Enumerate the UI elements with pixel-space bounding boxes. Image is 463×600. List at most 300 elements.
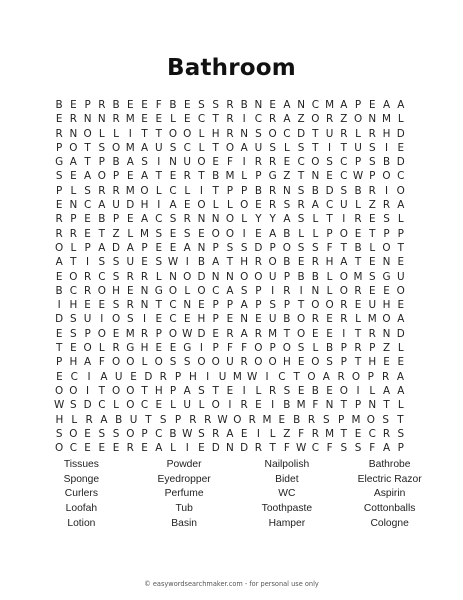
grid-letter: S — [169, 141, 177, 154]
grid-letter: E — [255, 399, 262, 412]
grid-letter: S — [283, 384, 291, 397]
grid-letter: A — [140, 213, 149, 226]
grid-letter: Z — [283, 427, 291, 440]
grid-row — [52, 198, 408, 212]
grid-letter: H — [240, 256, 249, 269]
grid-letter: O — [69, 270, 78, 283]
grid-letter: O — [111, 384, 121, 397]
grid-letter: I — [157, 156, 161, 169]
grid-letter: E — [326, 327, 333, 340]
grid-letter: H — [55, 413, 64, 426]
grid-letter: E — [127, 170, 134, 183]
grid-letter: A — [98, 241, 106, 254]
grid-letter: R — [183, 170, 191, 183]
grid-letter: N — [169, 270, 177, 283]
grid-letter: O — [233, 413, 242, 426]
grid-letter: D — [144, 370, 153, 383]
grid-letter: S — [98, 141, 106, 154]
grid-letter: D — [396, 156, 405, 169]
grid-letter: R — [240, 399, 248, 412]
grid-letter: R — [83, 270, 92, 283]
grid-letter: C — [98, 270, 106, 283]
grid-letter: I — [256, 427, 260, 440]
grid-letter: E — [55, 113, 63, 126]
grid-letter: R — [226, 127, 234, 140]
grid-letter: E — [354, 299, 362, 312]
grid-letter: R — [269, 384, 277, 397]
grid-letter: E — [55, 270, 63, 283]
grid-letter: H — [382, 127, 391, 140]
grid-letter: N — [169, 156, 177, 169]
grid-letter: C — [212, 284, 220, 297]
grid-letter: O — [353, 113, 363, 126]
grid-letter: A — [183, 384, 191, 397]
grid-letter: R — [254, 256, 263, 269]
grid-letter: D — [396, 327, 405, 340]
grid-letter: S — [212, 99, 219, 111]
grid-letter: E — [84, 299, 91, 312]
grid-letter: E — [141, 442, 148, 455]
grid-letter: I — [128, 127, 132, 140]
grid-letter: T — [354, 356, 362, 369]
grid-letter: S — [354, 442, 362, 455]
grid-letter: T — [340, 399, 347, 412]
grid-row — [52, 341, 408, 355]
grid-letter: R — [337, 370, 345, 383]
grid-letter: C — [368, 427, 376, 440]
grid-letter: E — [326, 384, 333, 397]
grid-letter: W — [167, 256, 179, 269]
word-list-item: WC — [278, 488, 296, 500]
grid-letter: O — [351, 370, 361, 383]
grid-letter: A — [240, 327, 248, 340]
grid-row — [52, 327, 408, 341]
grid-letter: I — [242, 384, 246, 397]
grid-letter: F — [326, 241, 333, 254]
grid-letter: O — [311, 156, 320, 169]
grid-letter: B — [354, 184, 362, 197]
grid-letter: L — [312, 213, 319, 226]
grid-letter: L — [127, 227, 134, 240]
grid-letter: C — [169, 313, 177, 326]
grid-letter: B — [354, 241, 362, 254]
grid-letter: U — [354, 141, 362, 154]
grid-letter: O — [307, 370, 316, 383]
grid-letter: D — [240, 442, 249, 455]
grid-letter: O — [111, 141, 121, 154]
grid-letter: U — [154, 141, 163, 154]
grid-letter: M — [262, 413, 272, 426]
grid-letter: M — [351, 413, 361, 426]
grid-letter: P — [269, 241, 276, 254]
grid-letter: L — [184, 184, 191, 197]
grid-letter: M — [296, 399, 306, 412]
grid-letter: Y — [255, 213, 262, 226]
grid-letter: O — [254, 270, 263, 283]
grid-letter: E — [269, 99, 276, 111]
grid-letter: R — [297, 199, 305, 212]
grid-letter: E — [155, 399, 163, 412]
grid-letter: O — [240, 199, 249, 212]
grid-letter: E — [397, 299, 405, 312]
grid-letter: I — [242, 227, 246, 240]
letter-grid — [52, 98, 408, 455]
grid-letter: T — [312, 141, 319, 154]
grid-letter: A — [269, 227, 277, 240]
grid-letter: T — [383, 399, 390, 412]
grid-letter: A — [126, 241, 134, 254]
grid-letter: E — [255, 313, 262, 326]
grid-letter: N — [197, 213, 206, 226]
grid-letter: L — [170, 399, 176, 412]
grid-letter: E — [312, 327, 319, 340]
grid-letter: I — [328, 141, 332, 154]
grid-letter: D — [55, 313, 64, 326]
grid-letter: H — [140, 199, 149, 212]
grid-letter: T — [212, 141, 219, 154]
grid-letter: I — [185, 256, 189, 269]
grid-letter: B — [115, 413, 123, 426]
grid-letter: N — [382, 327, 391, 340]
grid-letter: E — [169, 170, 177, 183]
grid-letter: R — [55, 213, 63, 226]
grid-letter: E — [169, 227, 177, 240]
grid-letter: E — [98, 299, 106, 312]
grid-letter: O — [254, 342, 263, 355]
grid-letter: P — [283, 270, 290, 283]
grid-letter: F — [226, 156, 233, 169]
grid-letter: N — [382, 256, 391, 269]
grid-letter: S — [55, 427, 63, 440]
grid-letter: E — [368, 284, 376, 297]
grid-letter: R — [382, 427, 391, 440]
grid-letter: R — [159, 370, 167, 383]
word-list-item: Electric Razor — [357, 473, 422, 485]
grid-letter: R — [226, 327, 234, 340]
grid-letter: O — [311, 113, 320, 126]
grid-letter: R — [254, 442, 263, 455]
grid-letter: E — [183, 199, 191, 212]
grid-letter: R — [204, 413, 212, 426]
grid-letter: E — [84, 427, 91, 440]
grid-letter: E — [255, 199, 262, 212]
grid-letter: U — [129, 413, 138, 426]
grid-letter: I — [86, 256, 90, 269]
grid-letter: E — [98, 442, 106, 455]
word-list-item: Cottonballs — [363, 503, 416, 515]
grid-letter: P — [70, 213, 77, 226]
grid-letter: T — [70, 256, 77, 269]
grid-letter: N — [69, 199, 78, 212]
grid-letter: O — [197, 284, 206, 297]
grid-letter: T — [155, 170, 162, 183]
grid-row — [52, 312, 408, 326]
grid-letter: E — [55, 327, 63, 340]
grid-letter: O — [126, 384, 135, 397]
grid-letter: O — [97, 327, 106, 340]
grid-letter: B — [283, 313, 291, 326]
grid-letter: P — [269, 342, 276, 355]
grid-letter: O — [396, 184, 405, 197]
grid-letter: S — [169, 213, 177, 226]
grid-letter: E — [127, 99, 134, 111]
grid-letter: L — [355, 199, 361, 212]
grid-letter: N — [311, 284, 320, 297]
grid-letter: C — [311, 442, 319, 455]
grid-letter: R — [248, 413, 256, 426]
grid-letter: R — [354, 213, 362, 226]
grid-letter: A — [183, 241, 191, 254]
grid-letter: C — [325, 199, 334, 212]
grid-letter: M — [125, 141, 135, 154]
grid-letter: T — [55, 342, 63, 355]
grid-letter: R — [240, 356, 248, 369]
grid-row — [52, 398, 408, 412]
grid-letter: B — [311, 184, 319, 197]
grid-letter: C — [70, 370, 78, 383]
grid-row — [52, 255, 408, 269]
grid-letter: S — [226, 241, 234, 254]
grid-letter: E — [283, 156, 291, 169]
grid-letter: L — [397, 399, 404, 412]
grid-letter: O — [83, 127, 92, 140]
grid-letter: D — [126, 199, 135, 212]
grid-letter: D — [211, 442, 220, 455]
grid-letter: S — [198, 427, 205, 440]
grid-letter: P — [255, 284, 262, 297]
grid-letter: O — [339, 270, 348, 283]
grid-letter: O — [240, 270, 249, 283]
grid-letter: R — [254, 156, 263, 169]
grid-row — [52, 241, 408, 255]
grid-letter: P — [155, 327, 162, 340]
grid-letter: C — [297, 156, 305, 169]
grid-letter: A — [212, 256, 220, 269]
grid-letter: U — [218, 370, 227, 383]
grid-letter: E — [112, 327, 120, 340]
grid-letter: P — [283, 299, 290, 312]
grid-letter: W — [182, 327, 193, 340]
word-list-item: Aspirin — [373, 488, 406, 500]
grid-letter: L — [312, 342, 319, 355]
copyright-footer: © easywordsearchmaker.com - for personal use only — [144, 580, 319, 588]
grid-letter: R — [126, 299, 134, 312]
grid-row — [52, 270, 408, 284]
grid-letter: S — [55, 170, 63, 183]
grid-letter: E — [397, 356, 405, 369]
word-list-item: Tissues — [63, 459, 99, 470]
grid-letter: O — [211, 399, 220, 412]
grid-letter: U — [126, 256, 135, 269]
grid-letter: R — [112, 113, 120, 126]
grid-letter: O — [254, 356, 263, 369]
word-list — [30, 458, 441, 530]
grid-letter: E — [155, 342, 163, 355]
grid-letter: E — [297, 384, 305, 397]
grid-letter: A — [55, 256, 63, 269]
grid-letter: R — [340, 299, 348, 312]
grid-letter: A — [126, 156, 134, 169]
grid-letter: R — [307, 413, 316, 426]
grid-letter: A — [396, 370, 405, 383]
grid-letter: L — [255, 384, 262, 397]
grid-letter: E — [169, 241, 177, 254]
grid-letter: S — [84, 184, 91, 197]
grid-letter: N — [226, 270, 234, 283]
grid-letter: P — [84, 327, 91, 340]
grid-letter: W — [53, 399, 65, 412]
grid-letter: R — [269, 184, 277, 197]
grid-letter: T — [340, 141, 347, 154]
grid-letter: Z — [368, 199, 376, 212]
grid-letter: P — [55, 356, 63, 369]
grid-letter: O — [211, 356, 220, 369]
grid-letter: S — [98, 256, 106, 269]
word-list-item: Tub — [175, 503, 193, 515]
grid-letter: O — [268, 127, 277, 140]
grid-letter: E — [155, 313, 163, 326]
grid-letter: O — [183, 127, 192, 140]
grid-letter: R — [311, 256, 319, 269]
grid-letter: S — [70, 313, 77, 326]
grid-letter: F — [369, 442, 376, 455]
grid-letter: C — [155, 213, 163, 226]
grid-letter: T — [98, 384, 105, 397]
grid-letter: U — [226, 356, 234, 369]
grid-letter: O — [225, 227, 235, 240]
grid-letter: L — [397, 213, 404, 226]
grid-letter: B — [197, 256, 206, 269]
grid-letter: L — [369, 241, 376, 254]
grid-letter: S — [112, 427, 120, 440]
grid-letter: T — [354, 327, 362, 340]
grid-letter: S — [297, 213, 305, 226]
grid-letter: E — [383, 284, 390, 297]
grid-letter: T — [297, 170, 305, 183]
grid-letter: L — [397, 342, 404, 355]
grid-letter: E — [183, 99, 191, 111]
grid-letter: P — [226, 299, 234, 312]
grid-letter: O — [111, 313, 121, 326]
grid-letter: S — [323, 413, 330, 426]
grid-letter: D — [297, 127, 306, 140]
grid-letter: T — [226, 256, 234, 269]
grid-letter: M — [325, 99, 335, 111]
grid-letter: T — [141, 384, 148, 397]
grid-letter: Z — [283, 170, 291, 183]
grid-letter: O — [111, 356, 121, 369]
grid-letter: C — [169, 184, 177, 197]
grid-letter: I — [299, 284, 303, 297]
grid-letter: R — [55, 127, 63, 140]
grid-row — [52, 284, 408, 298]
grid-letter: L — [397, 113, 404, 126]
grid-letter: I — [199, 342, 203, 355]
grid-letter: Y — [269, 213, 276, 226]
grid-letter: C — [311, 99, 319, 111]
grid-letter: O — [69, 427, 78, 440]
grid-letter: S — [340, 184, 348, 197]
grid-letter: A — [397, 99, 405, 111]
grid-letter: P — [98, 156, 105, 169]
grid-letter: W — [295, 442, 307, 455]
grid-letter: B — [169, 99, 177, 111]
grid-letter: T — [198, 170, 205, 183]
grid-letter: T — [98, 227, 105, 240]
grid-row — [52, 441, 408, 455]
grid-letter: A — [69, 156, 77, 169]
grid-letter: O — [339, 284, 348, 297]
grid-letter: S — [155, 227, 163, 240]
grid-letter: M — [325, 427, 335, 440]
grid-letter: O — [339, 227, 348, 240]
grid-letter: S — [283, 199, 291, 212]
grid-letter: A — [397, 384, 405, 397]
grid-letter: L — [113, 399, 119, 412]
grid-letter: E — [141, 113, 148, 126]
grid-letter: B — [55, 99, 63, 111]
grid-letter: L — [326, 270, 333, 283]
grid-letter: L — [198, 127, 205, 140]
grid-letter: G — [126, 342, 135, 355]
grid-letter: N — [311, 170, 320, 183]
grid-letter: P — [397, 227, 404, 240]
grid-letter: W — [247, 370, 258, 383]
grid-letter: H — [211, 127, 220, 140]
grid-letter: S — [340, 442, 348, 455]
grid-letter: P — [338, 413, 345, 426]
grid-letter: S — [312, 241, 319, 254]
grid-letter: I — [206, 370, 210, 383]
grid-letter: S — [397, 427, 405, 440]
grid-letter: R — [283, 284, 291, 297]
grid-letter: A — [140, 170, 149, 183]
grid-letter: E — [141, 99, 148, 111]
grid-letter: E — [278, 413, 286, 426]
grid-letter: L — [155, 270, 162, 283]
grid-letter: B — [112, 99, 120, 111]
grid-letter: U — [183, 399, 192, 412]
grid-letter: P — [255, 299, 262, 312]
grid-letter: B — [311, 270, 319, 283]
grid-row — [52, 141, 408, 155]
grid-letter: T — [212, 384, 219, 397]
grid-row — [52, 127, 408, 141]
grid-letter: E — [130, 370, 137, 383]
grid-letter: A — [155, 442, 163, 455]
grid-row — [52, 184, 408, 198]
grid-letter: L — [298, 227, 304, 240]
grid-letter: E — [240, 427, 248, 440]
grid-letter: E — [141, 256, 148, 269]
grid-letter: N — [197, 241, 206, 254]
word-list-item: Toothpaste — [261, 503, 313, 515]
grid-letter: R — [340, 313, 348, 326]
grid-letter: S — [183, 356, 191, 369]
grid-letter: U — [340, 199, 348, 212]
grid-letter: R — [368, 327, 376, 340]
grid-letter: P — [55, 141, 63, 154]
grid-row — [52, 212, 408, 226]
grid-letter: O — [197, 356, 206, 369]
grid-letter: E — [84, 442, 91, 455]
grid-letter: U — [268, 313, 277, 326]
grid-row — [52, 413, 408, 427]
grid-letter: P — [383, 227, 390, 240]
word-list-item: Bathrobe — [368, 459, 411, 470]
grid-letter: C — [340, 170, 348, 183]
grid-letter: S — [70, 399, 77, 412]
